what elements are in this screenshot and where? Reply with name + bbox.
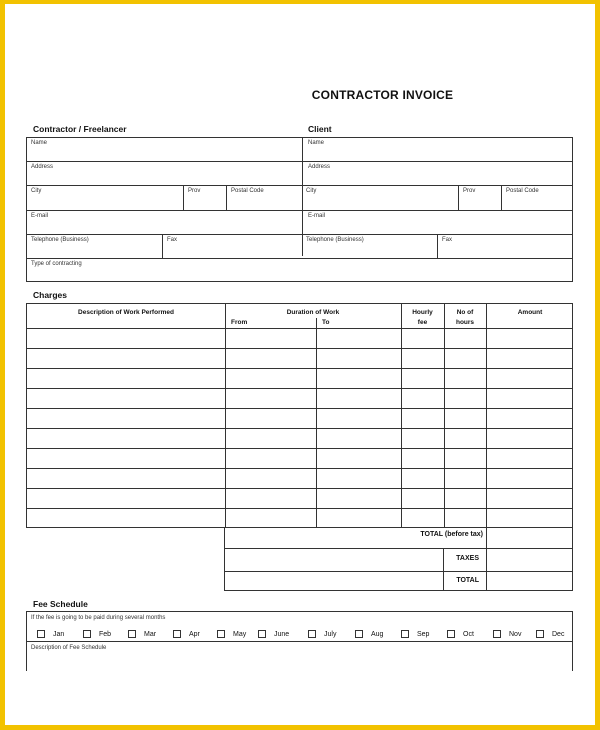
invoice-page bbox=[5, 4, 595, 725]
col-description-header: Description of Work Performed bbox=[78, 309, 174, 316]
col-hourly-header-2: fee bbox=[417, 319, 428, 326]
client-telephone-field[interactable]: Telephone (Business) bbox=[306, 237, 364, 243]
col-to-header: To bbox=[322, 319, 330, 326]
month-may-checkbox[interactable]: May bbox=[217, 630, 246, 638]
client-prov-field[interactable]: Prov bbox=[463, 188, 476, 194]
contractor-address-field[interactable]: Address bbox=[31, 164, 54, 170]
month-feb-checkbox[interactable]: Feb bbox=[83, 630, 111, 638]
col-hourly-header: Hourly bbox=[412, 309, 433, 316]
table-row[interactable] bbox=[27, 349, 572, 369]
total-label: TOTAL bbox=[456, 577, 479, 584]
col-from-header: From bbox=[231, 319, 248, 326]
month-july-checkbox[interactable]: July bbox=[308, 630, 336, 638]
fee-schedule-box bbox=[26, 611, 573, 671]
total-before-tax-label: TOTAL (before tax) bbox=[420, 531, 483, 538]
totals-block bbox=[224, 527, 573, 591]
month-sep-checkbox[interactable]: Sep bbox=[401, 630, 429, 638]
month-apr-checkbox[interactable]: Apr bbox=[173, 630, 200, 638]
col-duration-header: Duration of Work bbox=[286, 309, 340, 316]
party-info-grid bbox=[26, 137, 573, 282]
page-title: CONTRACTOR INVOICE bbox=[311, 88, 454, 102]
table-row[interactable] bbox=[27, 409, 572, 429]
contractor-city-field[interactable]: City bbox=[31, 188, 42, 194]
fee-schedule-heading: Fee Schedule bbox=[33, 599, 88, 609]
type-of-contracting-field[interactable]: Type of contracting bbox=[31, 261, 82, 267]
contractor-email-field[interactable]: E-mail bbox=[31, 213, 49, 219]
client-name-field[interactable]: Name bbox=[308, 140, 325, 146]
contractor-name-field[interactable]: Name bbox=[31, 140, 48, 146]
charges-table bbox=[26, 303, 573, 528]
client-fax-field[interactable]: Fax bbox=[442, 237, 453, 243]
table-row[interactable] bbox=[27, 369, 572, 389]
col-hours-header-2: hours bbox=[455, 319, 475, 326]
table-row[interactable] bbox=[27, 449, 572, 469]
col-amount-header: Amount bbox=[517, 309, 543, 316]
month-aug-checkbox[interactable]: Aug bbox=[355, 630, 383, 638]
client-address-field[interactable]: Address bbox=[308, 164, 331, 170]
month-dec-checkbox[interactable]: Dec bbox=[536, 630, 564, 638]
client-email-field[interactable]: E-mail bbox=[308, 213, 326, 219]
month-jan-checkbox[interactable]: Jan bbox=[37, 630, 64, 638]
month-mar-checkbox[interactable]: Mar bbox=[128, 630, 156, 638]
contractor-prov-field[interactable]: Prov bbox=[188, 188, 201, 194]
contractor-fax-field[interactable]: Fax bbox=[167, 237, 178, 243]
taxes-label: TAXES bbox=[456, 555, 479, 562]
contractor-heading: Contractor / Freelancer bbox=[33, 124, 127, 134]
table-row[interactable] bbox=[27, 469, 572, 489]
client-postal-field[interactable]: Postal Code bbox=[506, 188, 539, 194]
contractor-postal-field[interactable]: Postal Code bbox=[231, 188, 264, 194]
fee-schedule-note: If the fee is going to be paid during several months bbox=[31, 615, 166, 621]
client-city-field[interactable]: City bbox=[306, 188, 317, 194]
table-row[interactable] bbox=[27, 389, 572, 409]
contractor-telephone-field[interactable]: Telephone (Business) bbox=[31, 237, 89, 243]
table-row[interactable] bbox=[27, 509, 572, 527]
table-row[interactable] bbox=[27, 429, 572, 449]
month-june-checkbox[interactable]: June bbox=[258, 630, 289, 638]
fee-schedule-description-field[interactable]: Description of Fee Schedule bbox=[31, 645, 107, 651]
client-heading: Client bbox=[308, 124, 332, 134]
month-oct-checkbox[interactable]: Oct bbox=[447, 630, 474, 638]
col-hours-header: No of bbox=[456, 309, 474, 316]
table-row[interactable] bbox=[27, 329, 572, 349]
month-nov-checkbox[interactable]: Nov bbox=[493, 630, 521, 638]
charges-heading: Charges bbox=[33, 290, 68, 300]
table-row[interactable] bbox=[27, 489, 572, 509]
